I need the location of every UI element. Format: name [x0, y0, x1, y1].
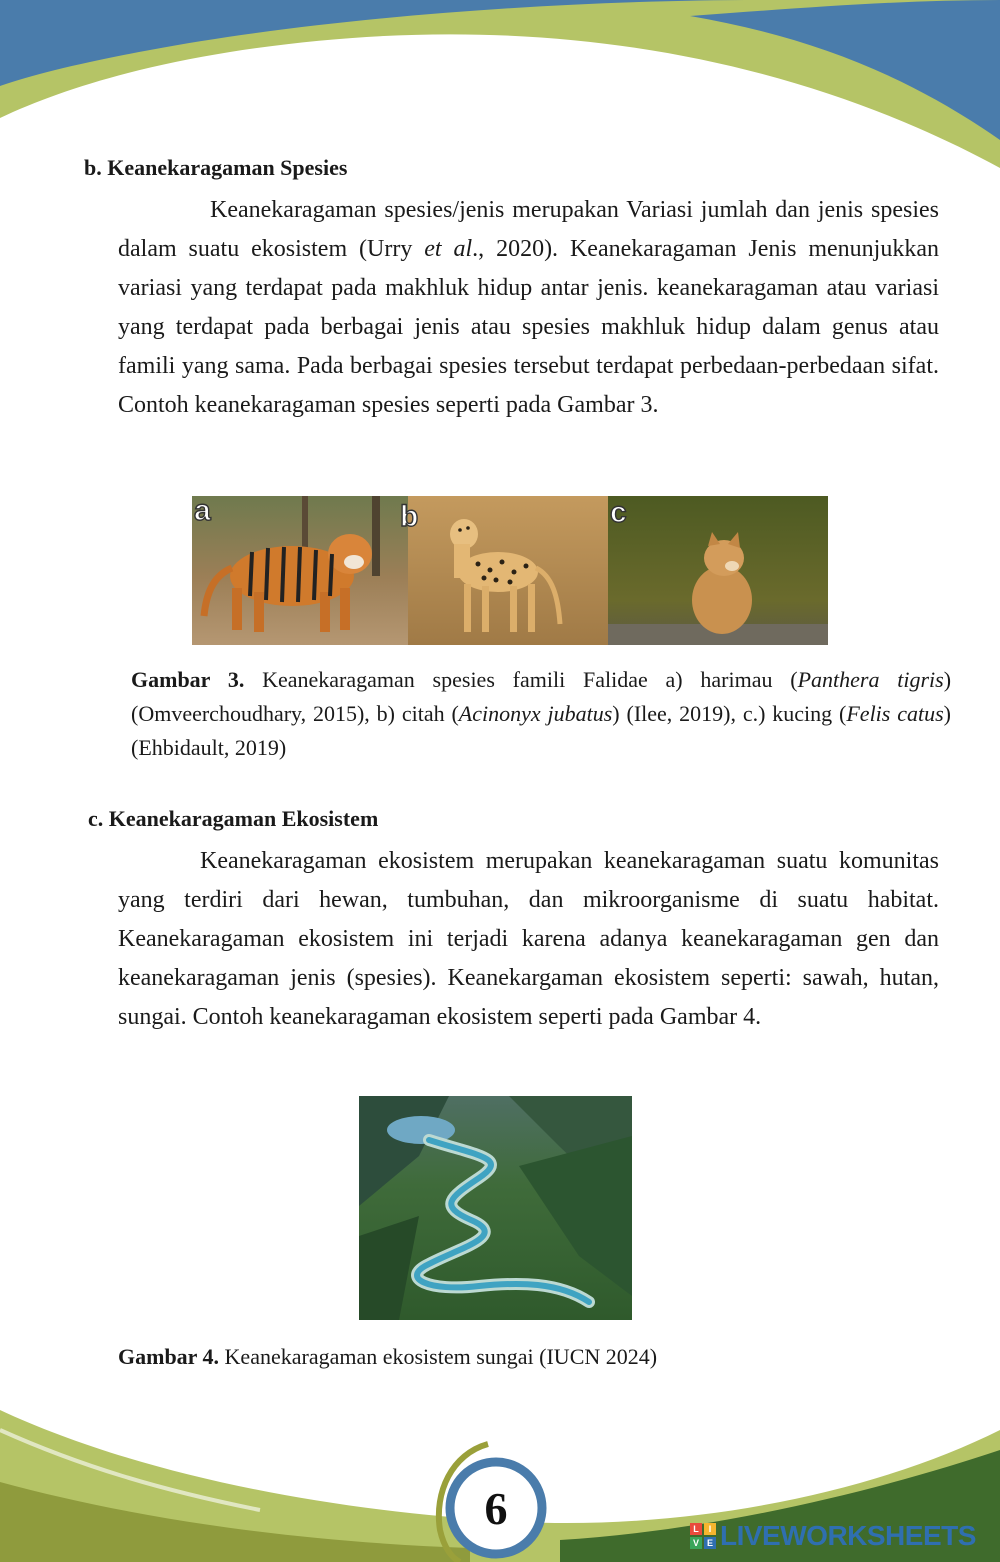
section-c-paragraph: Keanekaragaman ekosistem merupakan keanekaragaman suatu komunitas yang terdiri dari hewan, tumbuhan, dan mikroorganisme di suatu habitat. Keanekaragaman ekosistem ini terjadi karena adanya keanekaragaman gen dan keanekaragaman jenis (spesies). Keanekargaman ekosistem seperti: sawah, hutan, sungai. Contoh keanekaragaman ekosistem seperti pada Gambar 4.: [118, 848, 939, 1030]
logo-letter: I: [708, 1524, 712, 1534]
caption-text: ) (Ehbidault, 2019): [131, 701, 951, 760]
section-b-heading: b. Keanekaragaman Spesies: [84, 155, 348, 180]
cat-photo: [608, 496, 828, 645]
caption-text: Keanekaragaman ekosistem sungai (IUCN 2024): [219, 1344, 658, 1369]
paragraph-text: Keanekaragaman spesies/jenis merupakan Variasi jumlah dan jenis spesies dalam suatu ekosistem (Urry: [118, 197, 939, 262]
caption-text: ) (Ilee, 2019), c.) kucing (: [612, 701, 847, 726]
caption-species-name: Acinonyx jubatus: [458, 701, 613, 726]
section-b-paragraph: [118, 191, 939, 425]
section-c-heading: c. Keanekaragaman Ekosistem: [88, 806, 379, 831]
paragraph-text: ., 2020). Keanekaragaman Jenis menunjukkan variasi yang terdapat pada makhluk hidup antar jenis. keanekaragaman atau variasi yang terdapat pada berbagai jenis atau spesies makhluk hidup dalam genus atau famili yang sama. Pada berbagai spesies tersebut terdapat perbedaan-perbedaan sifat. Contoh keanekaragaman spesies seperti pada Gambar 3.: [118, 236, 939, 418]
page-number: 6: [484, 1482, 508, 1534]
top-wave-decoration: [0, 0, 1000, 220]
caption-species-name: Panthera tigris: [797, 667, 944, 692]
watermark-text: LIVEWORKSHEETS: [720, 1520, 976, 1551]
figure-label-b: b: [400, 500, 419, 533]
figure-label-a: a: [194, 496, 211, 527]
figure-4-river-ecosystem-photo: [359, 1096, 632, 1320]
logo-letter: E: [706, 1538, 714, 1548]
liveworksheets-logo-icon: [690, 1523, 716, 1549]
liveworksheets-watermark: [690, 1519, 976, 1553]
logo-letter: L: [693, 1524, 699, 1534]
caption-text: ) (Omveerchoudhary, 2015), b) citah (: [131, 667, 952, 726]
caption-species-name: Felis catus: [846, 701, 944, 726]
figure-label-c: c: [610, 496, 627, 529]
caption-label: Gambar 3.: [131, 667, 245, 692]
paragraph-italic-text: et al: [424, 236, 473, 262]
caption-label: Gambar 4.: [118, 1344, 220, 1369]
figure-3-felidae-photos: [192, 496, 828, 645]
caption-text: Keanekaragaman spesies famili Falidae a) harimau (: [244, 667, 798, 692]
tiger-photo: [192, 496, 408, 645]
figure-4-caption: [118, 1340, 657, 1374]
figure-3-caption: [131, 663, 951, 765]
cheetah-photo: [408, 496, 608, 645]
logo-letter: V: [692, 1538, 700, 1548]
